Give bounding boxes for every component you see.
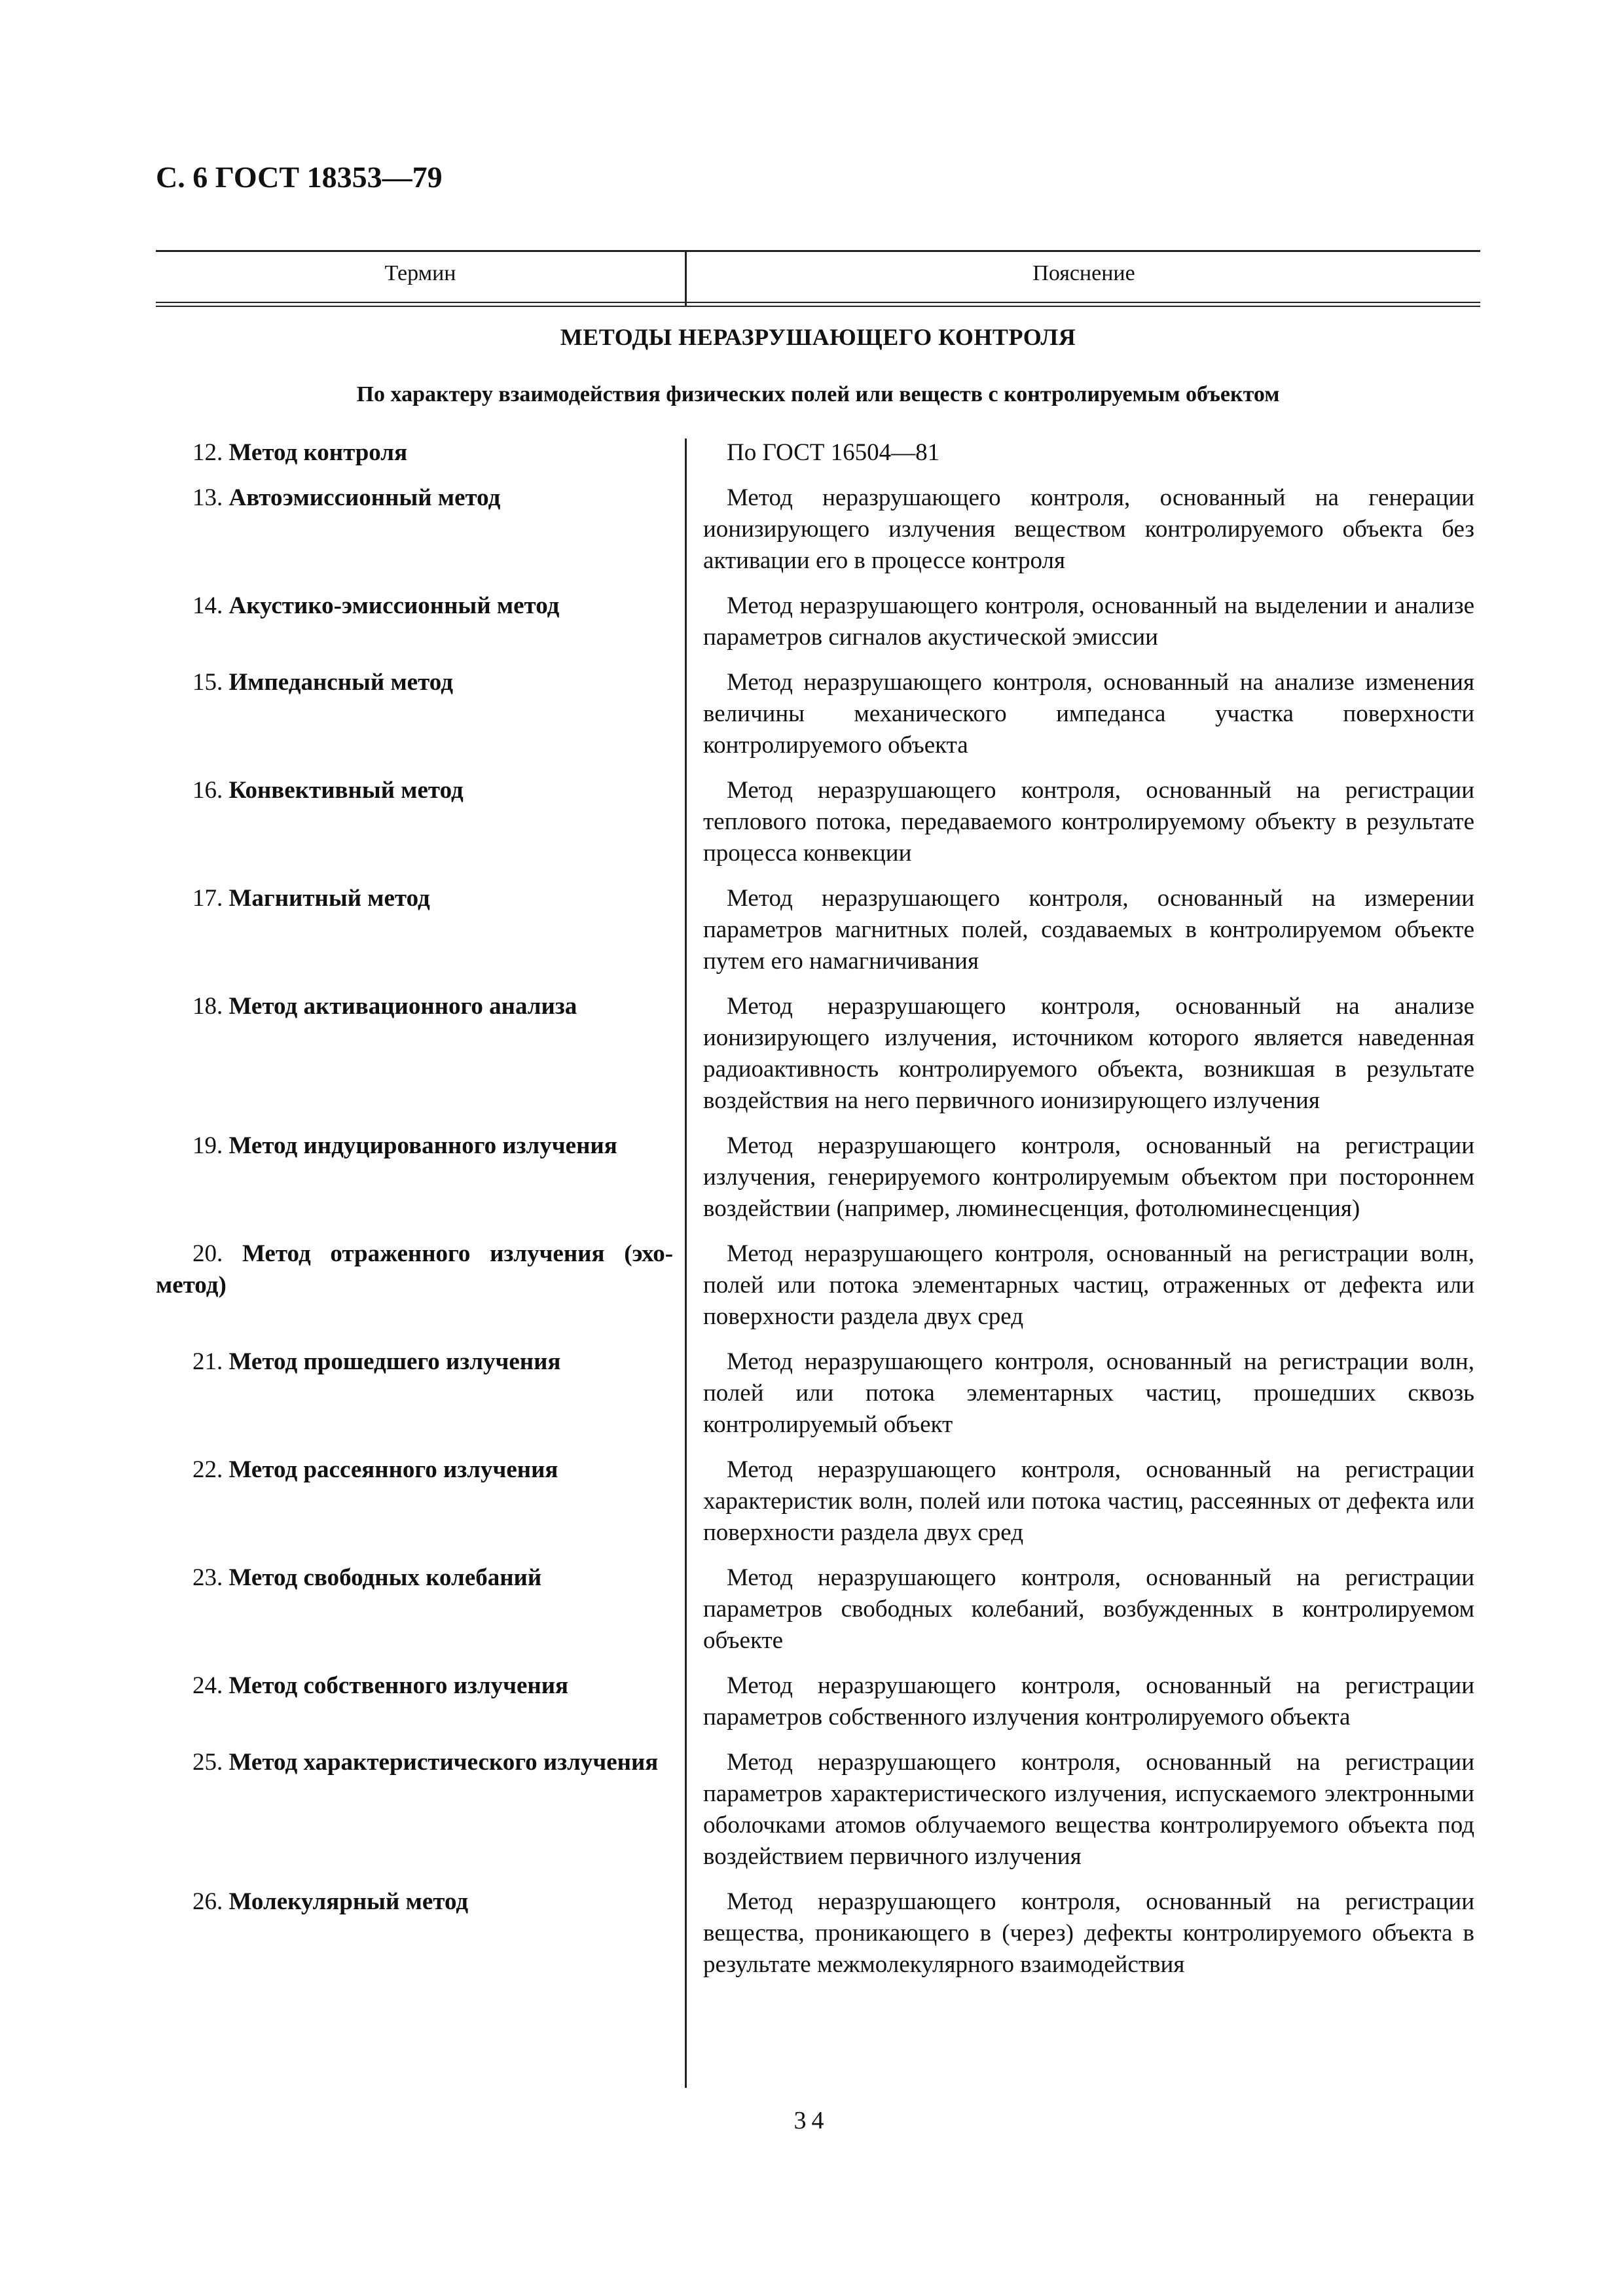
term-name: Метод отраженного излучения (эхо-метод) [156,1240,674,1299]
term-number: 16. [192,777,223,804]
explanation-cell: Метод неразрушающего контроля, основанный на регистрации параметров свободных колебаний, возбужденных в контролируемом объекте [703,1564,1474,1654]
term-cell [156,482,673,577]
subsection-title: По характеру взаимодействия физических полей или веществ с контролируемым объектом [356,382,1280,406]
term-name: Метод рассеянного излучения [228,1456,558,1483]
page-number: 34 [793,2107,830,2134]
explanation-cell: Метод неразрушающего контроля, основанный на регистрации излучения, генерируемого контролируемым объектом при постороннем воздействии (например, люминесценция, фотолюминесценция) [703,1132,1474,1222]
table-row [156,1670,1480,1733]
term-number: 15. [192,669,223,696]
term-name: Молекулярный метод [228,1888,469,1915]
term-number: 12. [192,439,223,466]
explanation-cell: Метод неразрушающего контроля, основанный на регистрации волн, полей или потока элементарных частиц, отраженных от дефекта или поверхности раздела двух сред [703,1240,1474,1330]
term-column-header: Термин [384,261,456,285]
explanation-column-header: Пояснение [1032,261,1135,285]
table-row [156,437,1480,469]
table-row [156,1747,1480,1873]
explanation-cell: Метод неразрушающего контроля, основанный на анализе изменения величины механического импеданса участка поверхности контролируемого объекта [703,669,1474,759]
term-number: 18. [192,993,223,1020]
explanation-cell: Метод неразрушающего контроля, основанный на регистрации параметров собственного излучения контролируемого объекта [703,1672,1474,1731]
table-row [156,1238,1480,1333]
table-row [156,991,1480,1117]
term-name: Метод собственного излучения [228,1672,569,1699]
term-cell [156,437,673,469]
header-rule-bottom [156,306,1480,307]
term-cell [156,883,673,977]
term-cell [156,1454,673,1549]
table-row [156,1562,1480,1657]
explanation-cell: Метод неразрушающего контроля, основанный на регистрации теплового потока, передаваемого контролируемому объекту в результате процесса конвекции [703,777,1474,867]
term-number: 22. [192,1456,223,1483]
table-header [156,250,1480,306]
explanation-cell: Метод неразрушающего контроля, основанный на выделении и анализе параметров сигналов акустической эмиссии [703,592,1474,651]
term-name: Конвективный метод [228,777,464,804]
terms-table [156,437,1480,1994]
term-number: 21. [192,1348,223,1375]
term-name: Метод контроля [228,439,408,466]
table-row [156,667,1480,761]
term-name: Метод свободных колебаний [228,1564,542,1591]
term-cell [156,590,673,653]
term-number: 13. [192,484,223,511]
term-number: 25. [192,1749,223,1776]
term-number: 14. [192,592,223,619]
table-row [156,883,1480,977]
term-number: 24. [192,1672,223,1699]
table-row [156,1346,1480,1441]
explanation-cell: Метод неразрушающего контроля, основанный на анализе ионизирующего излучения, источником которого является наведенная радиоактивность контролируемого объекта, возникшая в результате воздействия на него первичного ионизирующего излучения [703,993,1474,1114]
term-name: Импедансный метод [228,669,453,696]
table-row [156,775,1480,869]
header-divider [685,252,687,306]
explanation-cell: Метод неразрушающего контроля, основанный на регистрации вещества, проникающего в (через) дефекты контролируемого объекта в результате межмолекулярного взаимодействия [703,1888,1474,1978]
table-row [156,1130,1480,1225]
term-name: Метод индуцированного излучения [228,1132,617,1159]
term-number: 20. [192,1240,223,1267]
term-cell [156,775,673,869]
table-row [156,1886,1480,1981]
table-row [156,1454,1480,1549]
term-cell [156,1747,673,1873]
term-name: Метод активационного анализа [228,993,577,1020]
explanation-cell: Метод неразрушающего контроля, основанный на генерации ионизирующего излучения веществом контролируемого объекта без активации его в процессе контроля [703,484,1474,574]
term-name: Метод прошедшего излучения [228,1348,561,1375]
explanation-cell: Метод неразрушающего контроля, основанный на измерении параметров магнитных полей, создаваемых в контролируемом объекте путем его намагничивания [703,885,1474,975]
term-cell [156,991,673,1117]
term-number: 17. [192,885,223,912]
term-name: Автоэмиссионный метод [228,484,501,511]
explanation-cell: Метод неразрушающего контроля, основанный на регистрации характеристик волн, полей или потока частиц, рассеянных от дефекта или поверхности раздела двух сред [703,1456,1474,1546]
explanation-cell: Метод неразрушающего контроля, основанный на регистрации параметров характеристического излучения, испускаемого электронными оболочками атомов облучаемого вещества контролируемого объекта под воздействием первичного излучения [703,1749,1474,1870]
term-cell [156,1562,673,1657]
header-rule-top [156,302,1480,303]
term-cell [156,667,673,761]
term-number: 23. [192,1564,223,1591]
term-cell [156,1346,673,1441]
explanation-cell: Метод неразрушающего контроля, основанный на регистрации волн, полей или потока элементарных частиц, прошедших сквозь контролируемый объект [703,1348,1474,1438]
table-row [156,590,1480,653]
term-name: Метод характеристического излучения [228,1749,659,1776]
page-header: С. 6 ГОСТ 18353—79 [156,160,443,194]
table-row [156,482,1480,577]
term-name: Акустико-эмиссионный метод [228,592,560,619]
term-number: 26. [192,1888,223,1915]
term-cell [156,1238,673,1333]
explanation-cell: По ГОСТ 16504—81 [727,439,940,466]
section-title: МЕТОДЫ НЕРАЗРУШАЮЩЕГО КОНТРОЛЯ [560,324,1076,350]
term-cell [156,1670,673,1733]
term-name: Магнитный метод [228,885,430,912]
term-cell [156,1130,673,1225]
term-number: 19. [192,1132,223,1159]
term-cell [156,1886,673,1981]
